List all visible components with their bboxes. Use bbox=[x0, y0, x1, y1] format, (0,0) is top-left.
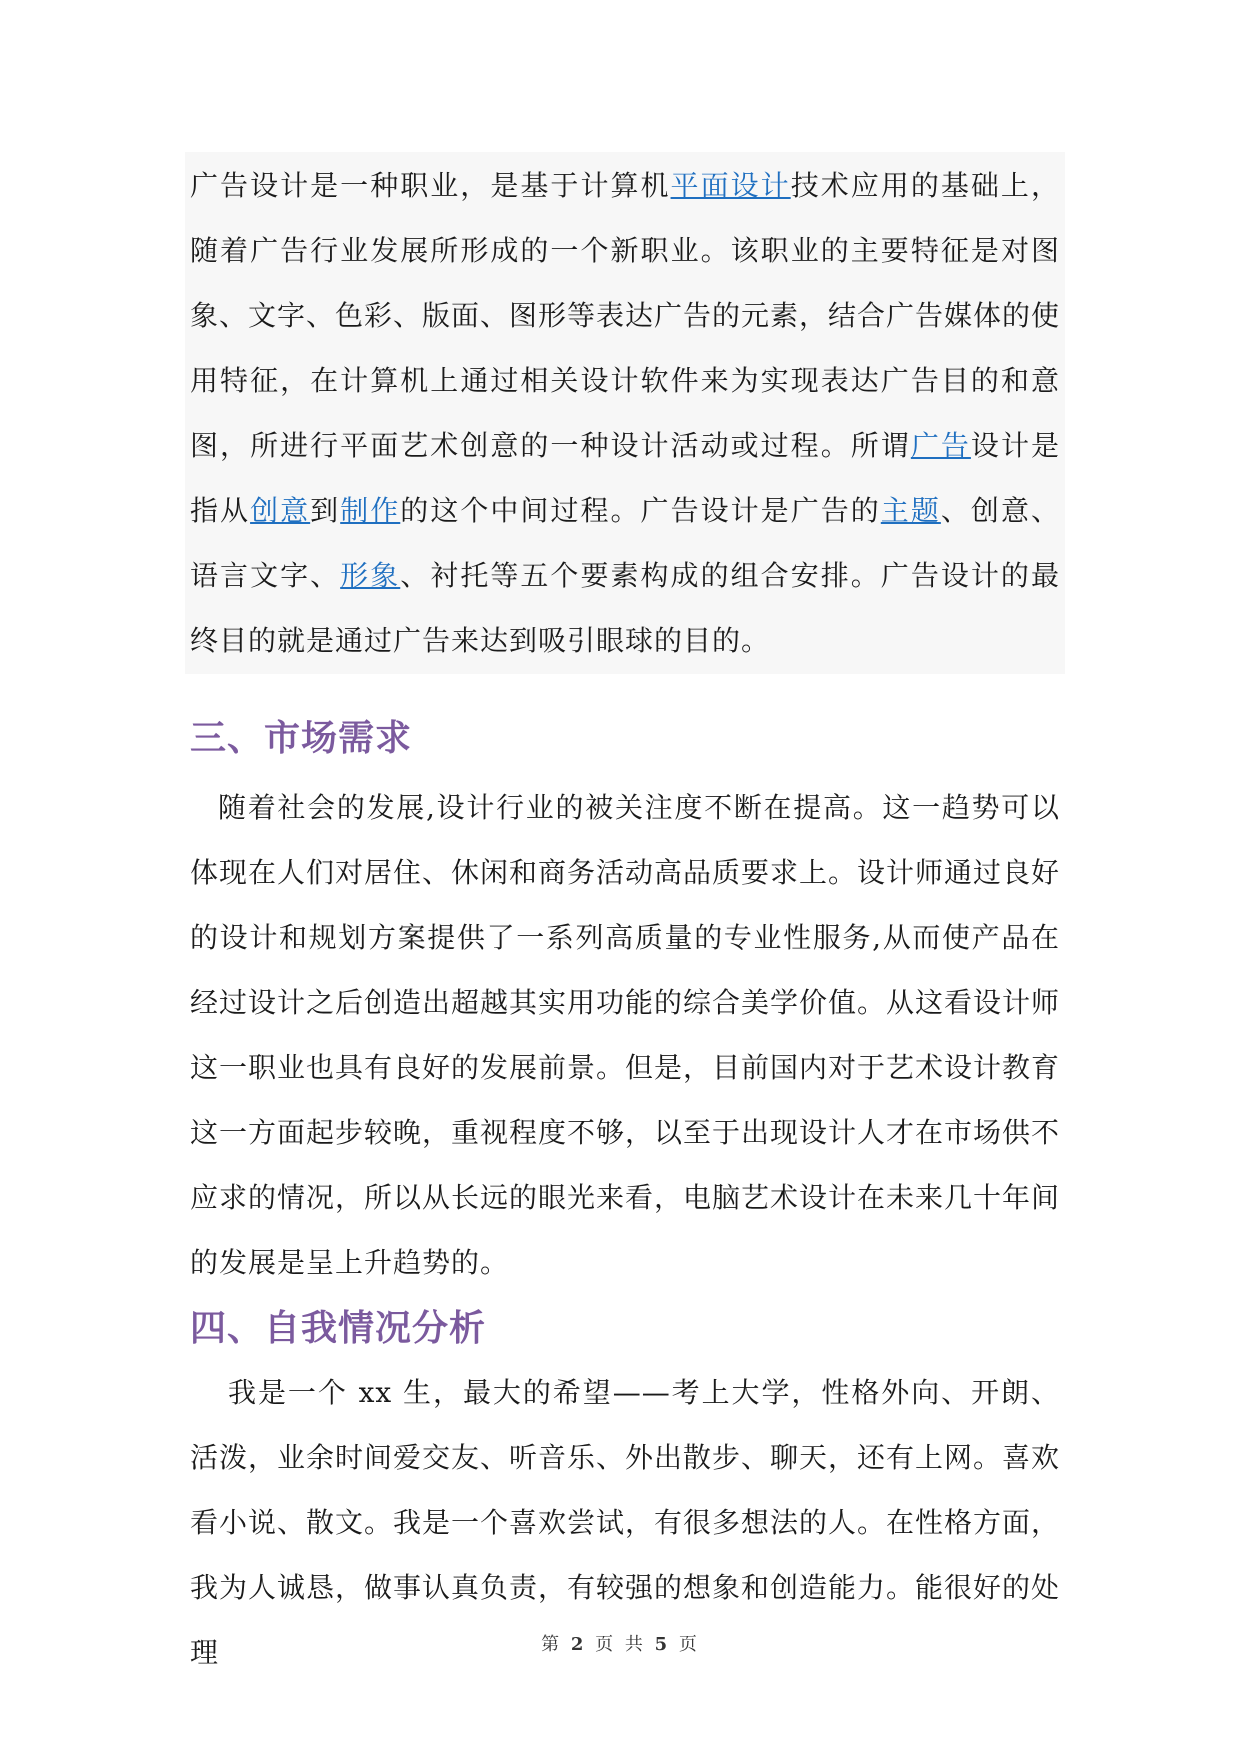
footer-middle: 页 共 bbox=[595, 1634, 646, 1655]
text-run: 设计是指从 bbox=[190, 429, 1060, 527]
self-analysis-paragraph: 我是一个 xx 生，最大的希望——考上大学，性格外向、开朗、活泼，业余时间爱交友、听音乐、外出散步、聊天，还有上网。喜欢看小说、散文。我是一个喜欢尝试，有很多想法的人。在性格方面，我为人诚恳，做事认真负责，有较强的想象和创造能力。能很好的处理 bbox=[190, 1376, 1061, 1669]
text-run: 的这个中间过程。广告设计是广告的 bbox=[400, 494, 881, 527]
text-run: 到 bbox=[310, 494, 341, 527]
inline-link[interactable]: 形象 bbox=[340, 559, 401, 592]
intro-paragraph bbox=[190, 153, 1060, 673]
inline-link[interactable]: 制作 bbox=[340, 494, 401, 527]
section-heading-self-analysis: 四、自我情况分析 bbox=[190, 1308, 487, 1349]
inline-link[interactable]: 广告 bbox=[910, 429, 971, 462]
inline-link[interactable]: 平面设计 bbox=[670, 169, 791, 202]
footer-total-pages: 5 bbox=[654, 1634, 671, 1655]
market-paragraph: 随着社会的发展,设计行业的被关注度不断在提高。这一趋势可以体现在人们对居住、休闲和商务活动高品质要求上。设计师通过良好的设计和规划方案提供了一系列高质量的专业性服务,从而使产品在经过设计之后创造出超越其实用功能的综合美学价值。从这看设计师这一职业也具有良好的发展前景。但是，目前国内对于艺术设计教育这一方面起步较晚，重视程度不够，以至于出现设计人才在市场供不应求的情况，所以从长远的眼光来看，电脑艺术设计在未来几十年间的发展是呈上升趋势的。 bbox=[190, 791, 1061, 1279]
page-footer bbox=[0, 1630, 1241, 1656]
inline-link[interactable]: 主题 bbox=[880, 494, 941, 527]
text-run: 广告设计是一种职业，是基于计算机 bbox=[190, 169, 671, 202]
section-heading-market: 三、市场需求 bbox=[190, 718, 413, 759]
footer-suffix: 页 bbox=[678, 1634, 700, 1655]
text-run: 、衬托等五个要素构成的组合安排。广告设计的最终目的就是通过广告来达到吸引眼球的目的。 bbox=[190, 559, 1060, 657]
footer-prefix: 第 bbox=[541, 1634, 563, 1655]
text-run: 技术应用的基础上，随着广告行业发展所形成的一个新职业。该职业的主要特征是对图象、文字、色彩、版面、图形等表达广告的元素，结合广告媒体的使用特征，在计算机上通过相关设计软件来为实现表达广告目的和意图，所进行平面艺术创意的一种设计活动或过程。所谓 bbox=[190, 169, 1061, 462]
text-run: 、创意、语言文字、 bbox=[190, 494, 1060, 592]
inline-link[interactable]: 创意 bbox=[250, 494, 311, 527]
footer-current-page: 2 bbox=[570, 1634, 587, 1655]
